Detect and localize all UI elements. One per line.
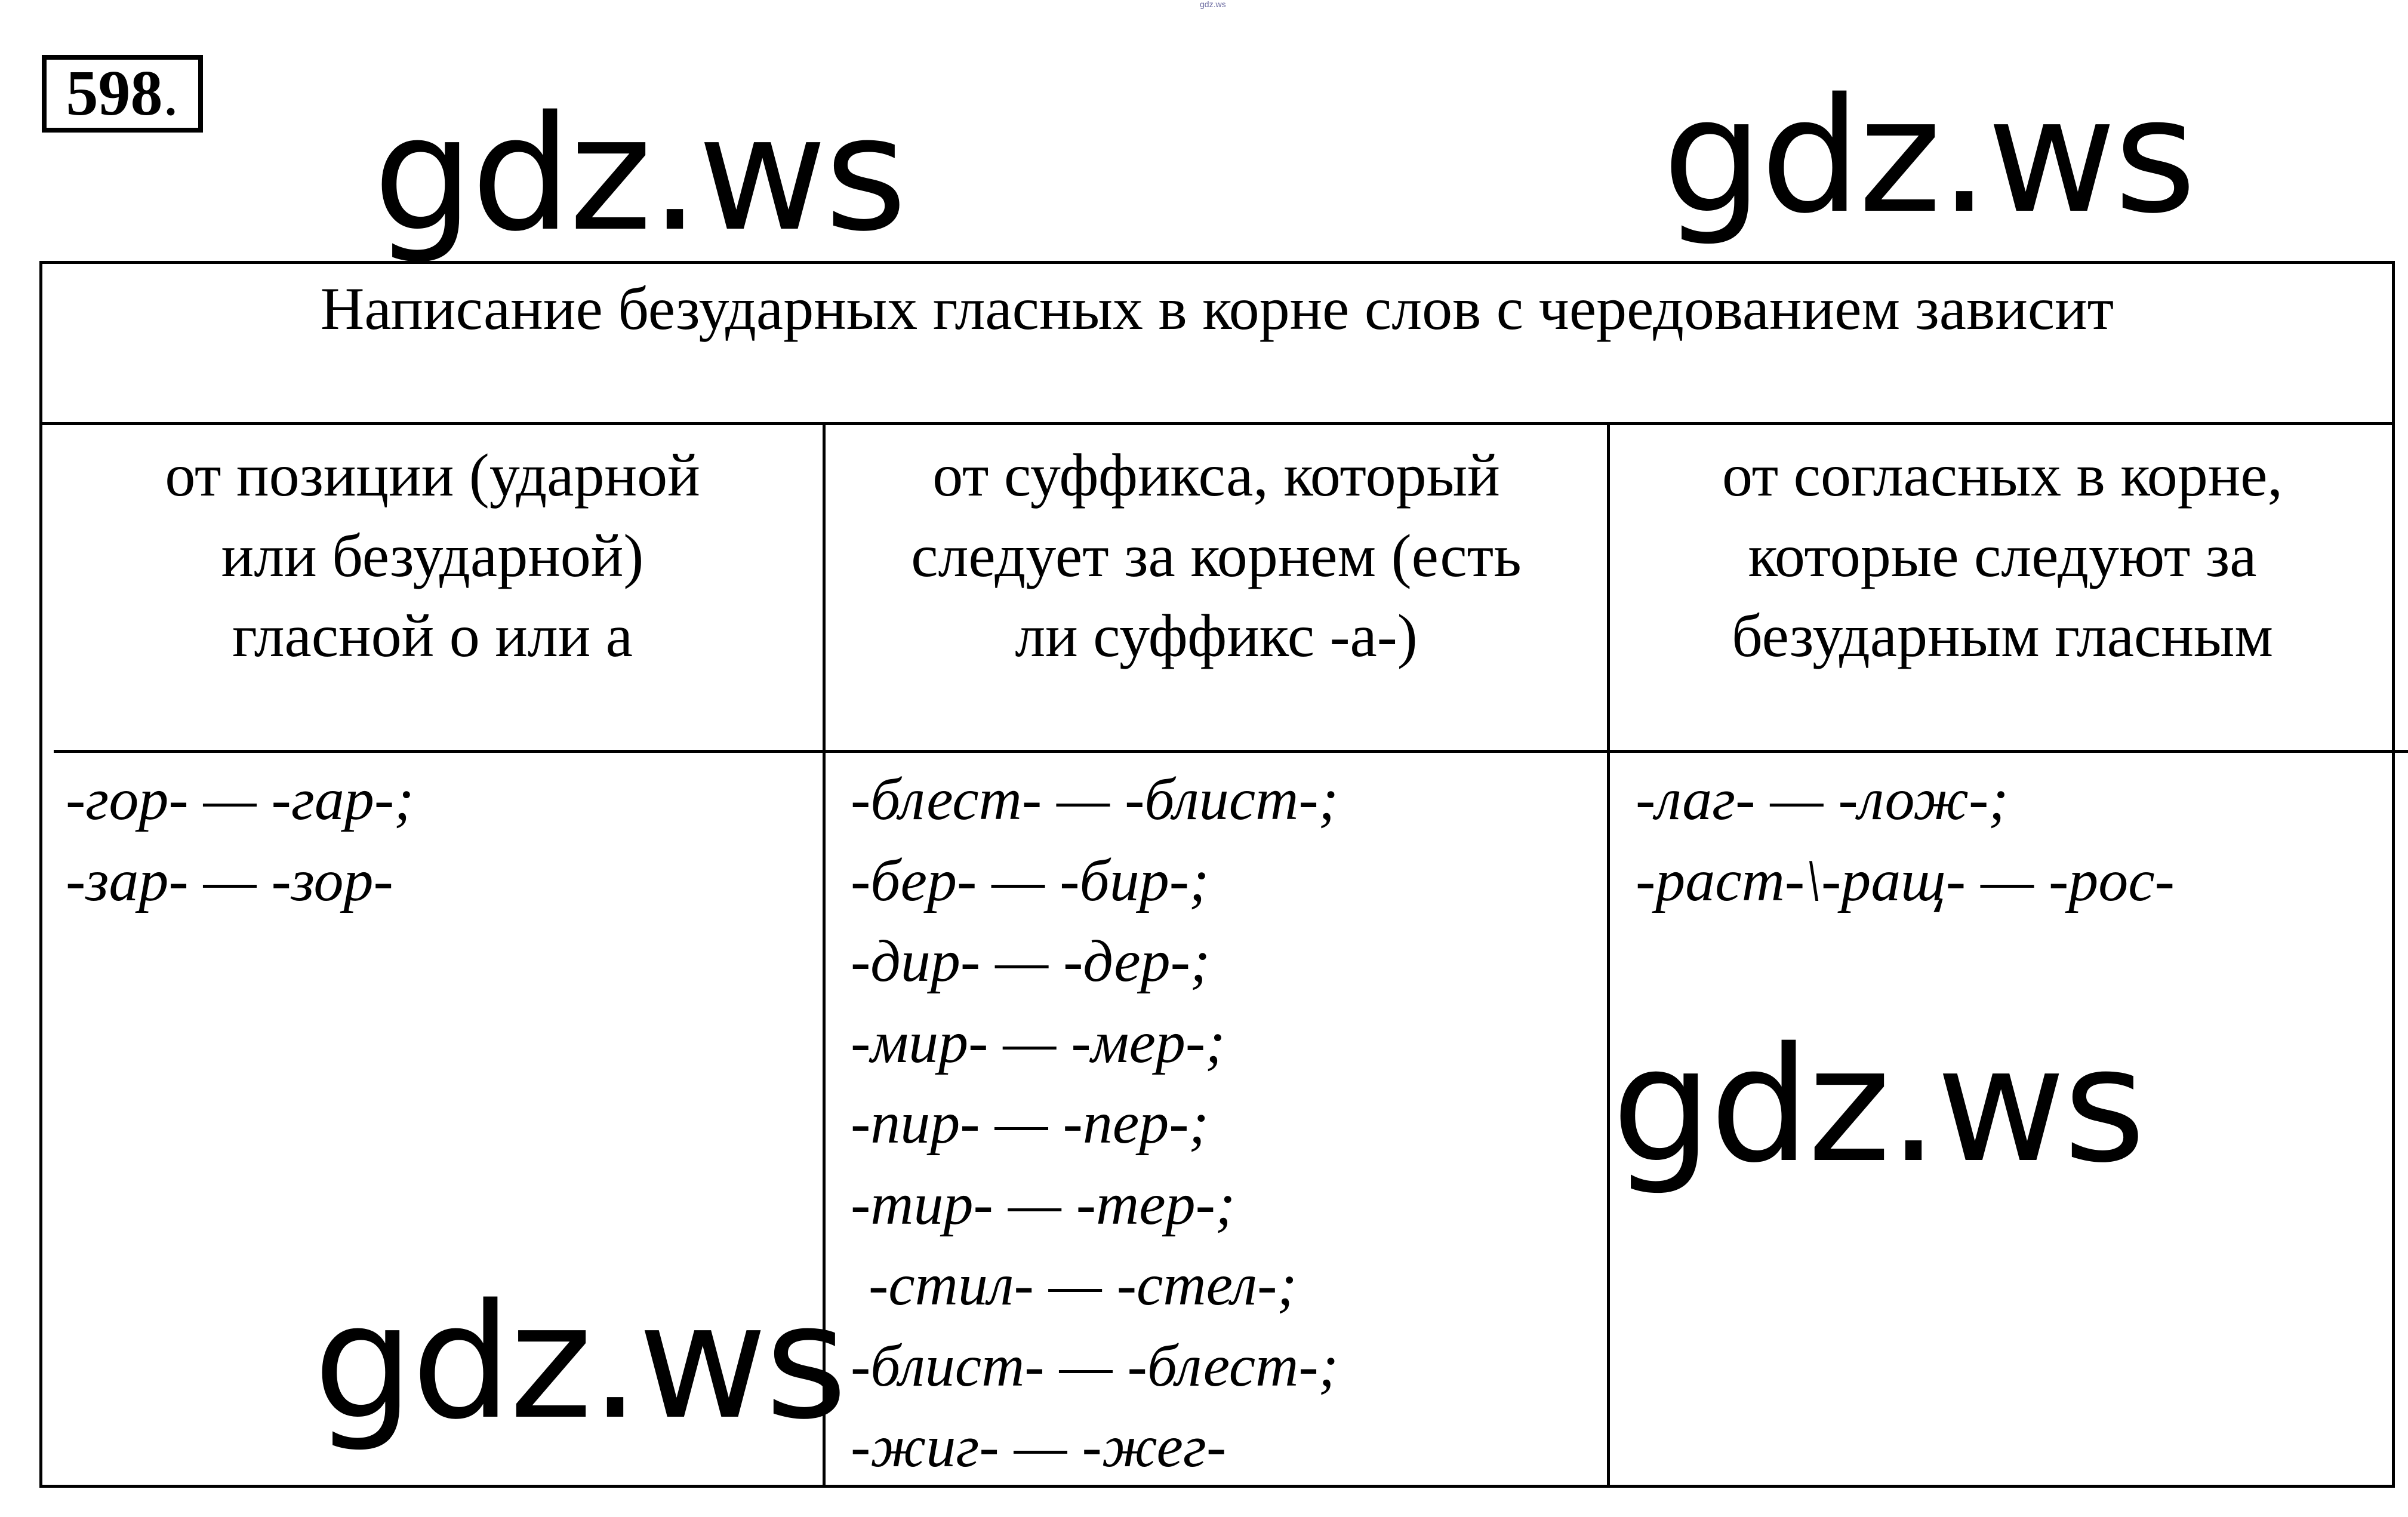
watermark: gdz.ws [1662,64,2194,248]
root-pair: -стил- — -стел-; [869,1251,1297,1318]
criterion-line: безударным гласным [1732,602,2273,670]
root-pair: -блист- — -блест-; [851,1332,1338,1399]
criterion-line: которые следуют за [1748,522,2257,590]
criterion-line: от согласных в корне, [1722,442,2283,509]
criterion-line: или безударной) [221,522,644,590]
criterion-line: от суффикса, который [932,442,1500,509]
criterion-line: ли суффикс -а-) [1015,602,1418,670]
table-header: Написание безударных гласных в корне слов с чередованием зависит [39,261,2395,425]
root-pair: -пир- — -пер-; [851,1090,1209,1156]
watermark: gdz.ws [373,82,905,266]
criterion-cell-position [42,425,823,750]
root-pair: -жиг- — -жег- [851,1413,1227,1479]
root-pair: -блест- — -блист-; [851,766,1338,832]
criterion-cell-suffix [826,425,1607,750]
watermark: gdz.ws [1612,1014,2144,1198]
root-pair: -зар- — -зор- [66,847,393,913]
root-pair: -мир- — -мер-; [851,1008,1225,1075]
root-pair: -раст-\-ращ- — -рос- [1636,847,2175,913]
root-pair: -гор- — -гар-; [66,766,414,832]
exercise-number-box [42,55,203,133]
criterion-line: от позиции (ударной [165,442,700,509]
roots-cell-position [66,753,818,921]
roots-cell-suffix [851,753,1603,1487]
root-pair: -лаг- — -лож-; [1636,766,2009,832]
exercise-number-dot: . [162,58,179,129]
criterion-line: следует за корнем (есть [911,522,1522,590]
root-pair: -дир- — -дер-; [851,928,1211,994]
criterion-line: гласной о или а [232,602,633,670]
root-pair: -тир- — -тер-; [851,1170,1236,1237]
watermark: gdz.ws [313,1270,845,1454]
criterion-cell-consonants [1610,425,2395,750]
exercise-number: 598 [66,58,163,129]
root-pair: -бер- — -бир-; [851,847,1209,913]
roots-cell-consonants [1636,753,2388,921]
top-tiny-watermark: gdz.ws [1200,0,1226,9]
